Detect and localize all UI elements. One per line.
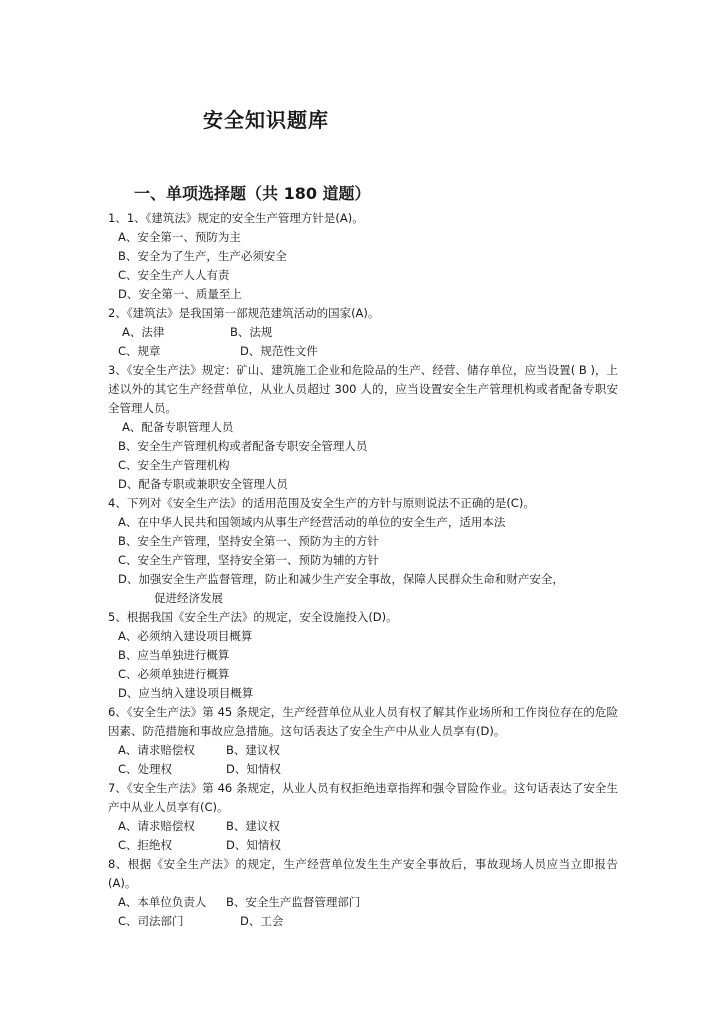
answer-option: C、司法部门: [118, 914, 184, 928]
answer-option: D、配备专职或兼职安全管理人员: [118, 477, 288, 491]
answer-option: A、配备专职管理人员: [122, 420, 234, 434]
question-stem: 1、1、《建筑法》规定的安全生产管理方针是(A)。: [108, 211, 364, 225]
answer-option-row: [108, 741, 618, 760]
answer-option-row: [108, 342, 618, 361]
answer-option: D、应当纳入建设项目概算: [118, 686, 254, 700]
answer-option: D、规范性文件: [240, 344, 318, 358]
answer-option: C、安全生产管理，坚持安全第一、预防为辅的方针: [118, 553, 380, 567]
question-stem: 3、《安全生产法》规定：矿山、建筑施工企业和危险品的生产、经营、储存单位，应当设置( B )，上述以外的其它生产经营单位，从业人员超过 300 人的，应当设置安全生产管理机构或者配备专职安全管理人员。: [108, 363, 618, 415]
answer-option: B、安全生产监督管理部门: [226, 895, 361, 909]
answer-option: B、建议权: [226, 819, 280, 833]
section-heading: 一、单项选择题（共 180 道题）: [134, 184, 371, 203]
answer-option: B、建议权: [226, 743, 280, 757]
answer-option: C、必须单独进行概算: [118, 667, 230, 681]
answer-option: A、本单位负责人: [118, 895, 207, 909]
answer-option: A、请求赔偿权: [118, 743, 195, 757]
answer-option: B、法规: [230, 325, 273, 339]
answer-option-row: [108, 817, 618, 836]
question-stem: 6、《安全生产法》第 45 条规定，生产经营单位从业人员有权了解其作业场所和工作岗位存在的危险因素、防范措施和事故应急措施。这句话表达了安全生产中从业人员享有(D)。: [108, 705, 618, 738]
answer-option-continuation: 促进经济发展: [154, 591, 223, 605]
answer-option: B、安全生产管理，坚持安全第一、预防为主的方针: [118, 534, 379, 548]
answer-option: C、安全生产管理机构: [118, 458, 230, 472]
answer-option: C、拒绝权: [118, 838, 173, 852]
answer-option: C、规章: [118, 344, 161, 358]
answer-option: A、必须纳入建设项目概算: [118, 629, 253, 643]
answer-option-row: [108, 893, 618, 912]
question-stem: 7、《安全生产法》第 46 条规定，从业人员有权拒绝违章指挥和强令冒险作业。这句话表达了安全生产中从业人员享有(C)。: [108, 781, 618, 814]
answer-option: D、知情权: [226, 838, 281, 852]
answer-option: A、在中华人民共和国领域内从事生产经营活动的单位的安全生产，适用本法: [118, 515, 506, 529]
answer-option: B、应当单独进行概算: [118, 648, 230, 662]
answer-option: B、安全生产管理机构或者配备专职安全管理人员: [118, 439, 368, 453]
answer-option: D、工会: [240, 914, 284, 928]
question-stem: 4、下列对《安全生产法》的适用范围及安全生产的方针与原则说法不正确的是(C)。: [108, 496, 535, 510]
page-title: 安全知识题库: [203, 108, 329, 132]
answer-option: A、安全第一、预防为主: [118, 230, 241, 244]
answer-option-row: [108, 323, 618, 342]
answer-option: C、安全生产人人有责: [118, 268, 230, 282]
answer-option: C、处理权: [118, 762, 173, 776]
answer-option-row: [108, 836, 618, 855]
answer-option-row: [108, 760, 618, 779]
answer-option: A、法律: [122, 325, 165, 339]
answer-option-row: [108, 912, 618, 931]
answer-option: A、请求赔偿权: [118, 819, 195, 833]
answer-option: D、知情权: [226, 762, 281, 776]
question-stem: 2、《建筑法》是我国第一部规范建筑活动的国家(A)。: [108, 306, 380, 320]
question-stem: 5、根据我国《安全生产法》的规定，安全设施投入(D)。: [108, 610, 398, 624]
answer-option: B、安全为了生产，生产必须安全: [118, 249, 287, 263]
question-stem: 8、根据《安全生产法》的规定，生产经营单位发生生产安全事故后，事故现场人员应当立即报告(A)。: [108, 857, 618, 890]
answer-option: D、加强安全生产监督管理，防止和减少生产安全事故，保障人民群众生命和财产安全，: [118, 572, 564, 586]
answer-option: D、安全第一、质量至上: [118, 287, 242, 301]
question-list: [108, 209, 618, 931]
